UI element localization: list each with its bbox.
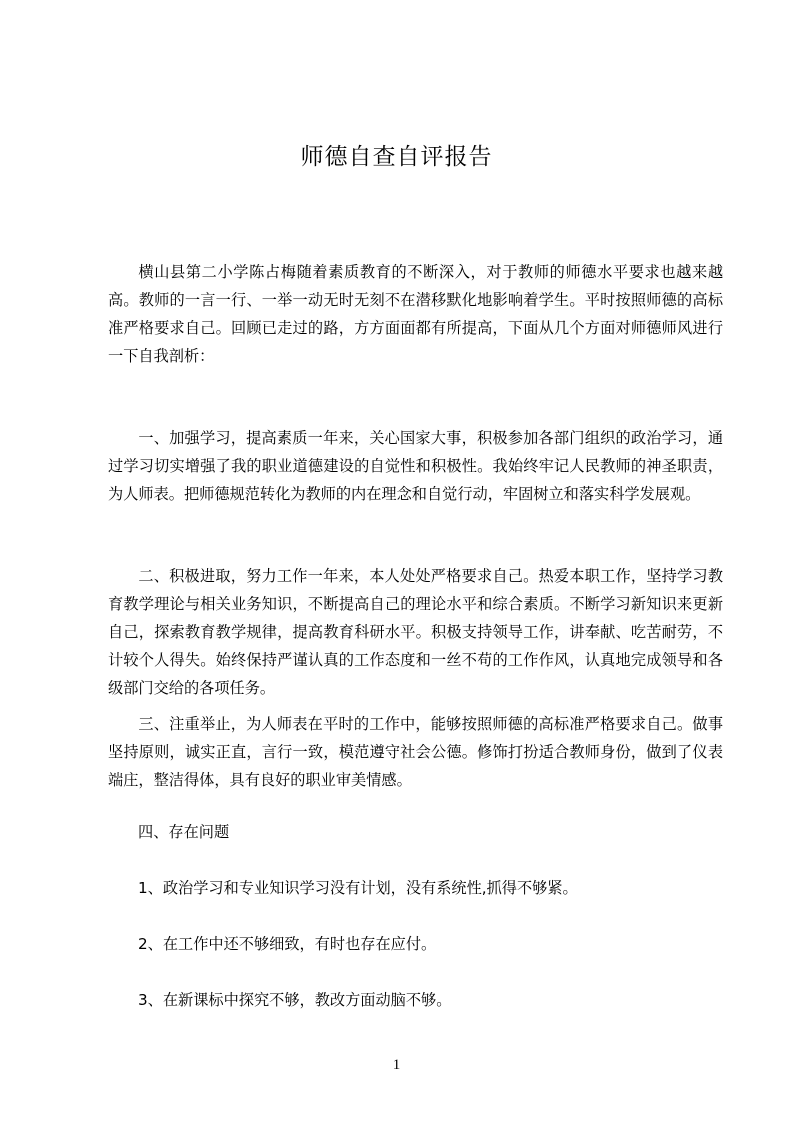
page-number: 1 [392, 1057, 401, 1073]
issue-item: 3、在新课标中探究不够，教改方面动脑不够。 [138, 991, 452, 1009]
section-1-paragraph: 一、加强学习，提高素质一年来，关心国家大事，积极参加各部门组织的政治学习，通过学习切实增强了我的职业道德建设的自觉性和积极性。我始终牢记人民教师的神圣职责，为人师表。把师德规范转化为教师的内在理念和自觉行动，牢固树立和落实科学发展观。 [108, 429, 723, 503]
issue-item: 2、在工作中还不够细致，有时也存在应付。 [138, 935, 437, 953]
section-4-heading: 四、存在问题 [138, 823, 230, 841]
intro-paragraph: 横山县第二小学陈占梅随着素质教育的不断深入，对于教师的师德水平要求也越来越高。教师的一言一行、一举一动无时无刻不在潜移默化地影响着学生。平时按照师德的高标准严格要求自己。回顾已走过的路，方方面面都有所提高，下面从几个方面对师德师风进行一下自我剖析： [108, 263, 723, 365]
section-3-paragraph: 三、注重举止，为人师表在平时的工作中，能够按照师德的高标准严格要求自己。做事坚持原则，诚实正直，言行一致，模范遵守社会公德。修饰打扮适合教师身份，做到了仪表端庄，整洁得体，具有良好的职业审美情感。 [108, 715, 723, 789]
document-title: 师德自查自评报告 [300, 144, 493, 170]
issue-item: 1、政治学习和专业知识学习没有计划，没有系统性,抓得不够紧。 [138, 879, 578, 897]
section-2-paragraph: 二、积极进取，努力工作一年来，本人处处严格要求自己。热爱本职工作，坚持学习教育教学理论与相关业务知识，不断提高自己的理论水平和综合素质。不断学习新知识来更新自己，探索教育教学规律，提高教育科研水平。积极支持领导工作，讲奉献、吃苦耐劳，不计较个人得失。始终保持严谨认真的工作态度和一丝不苟的工作作风，认真地完成领导和各级部门交给的各项任务。 [108, 567, 723, 697]
